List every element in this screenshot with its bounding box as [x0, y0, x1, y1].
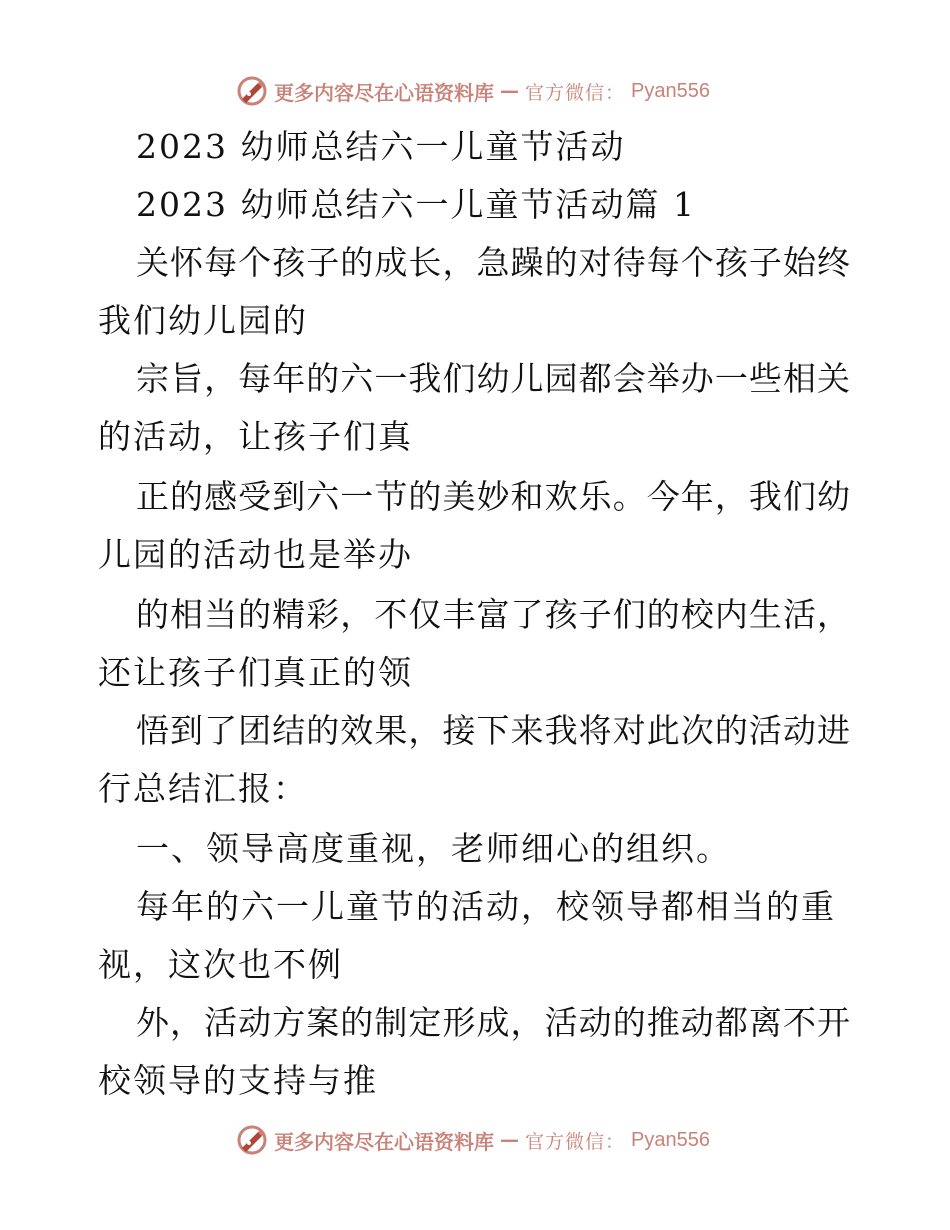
- banner-separator: —: [500, 1129, 519, 1151]
- paragraph-line: 宗旨，每年的六一我们幼儿园都会举办一些相关: [136, 359, 850, 398]
- paragraph-line: 关怀每个孩子的成长，急躁的对待每个孩子始终: [136, 243, 850, 282]
- document-subtitle: 2023 幼师总结六一儿童节活动篇 1: [136, 185, 696, 224]
- section-heading: 一、领导高度重视，老师细心的组织。: [136, 829, 731, 868]
- paragraph-line: 的活动，让孩子们真: [98, 417, 413, 456]
- paragraph-line: 的相当的精彩，不仅丰富了孩子们的校内生活，: [136, 595, 850, 634]
- footer-banner: [236, 1123, 710, 1157]
- banner-main-text: 更多内容尽在心语资料库: [274, 80, 494, 105]
- paragraph-line: 我们幼儿园的: [98, 301, 308, 340]
- paragraph-line: 悟到了团结的效果，接下来我将对此次的活动进: [136, 711, 850, 750]
- paragraph-line: 每年的六一儿童节的活动，校领导都相当的重: [136, 887, 836, 926]
- paragraph-line: 儿园的活动也是举办: [98, 535, 413, 574]
- paragraph-line: 正的感受到六一节的美妙和欢乐。今年，我们幼: [136, 477, 850, 516]
- paragraph-line: 行总结汇报：: [98, 769, 308, 808]
- document-title: 2023 幼师总结六一儿童节活动: [136, 127, 626, 166]
- banner-wechat-id: Pyan556: [631, 1128, 710, 1151]
- banner-wechat-label: 官方微信：: [525, 1130, 626, 1153]
- paragraph-line: 外，活动方案的制定形成，活动的推动都离不开: [136, 1003, 850, 1042]
- banner-main-text: 更多内容尽在心语资料库: [274, 1129, 494, 1154]
- pen-logo-icon: [236, 1124, 268, 1156]
- header-banner: [236, 74, 710, 108]
- banner-wechat-label: 官方微信：: [525, 81, 626, 104]
- banner-wechat-id: Pyan556: [631, 79, 710, 102]
- banner-separator: —: [500, 80, 519, 102]
- paragraph-line: 校领导的支持与推: [98, 1061, 378, 1100]
- paragraph-line: 视，这次也不例: [98, 945, 343, 984]
- paragraph-line: 还让孩子们真正的领: [98, 653, 413, 692]
- pen-logo-icon: [236, 75, 268, 107]
